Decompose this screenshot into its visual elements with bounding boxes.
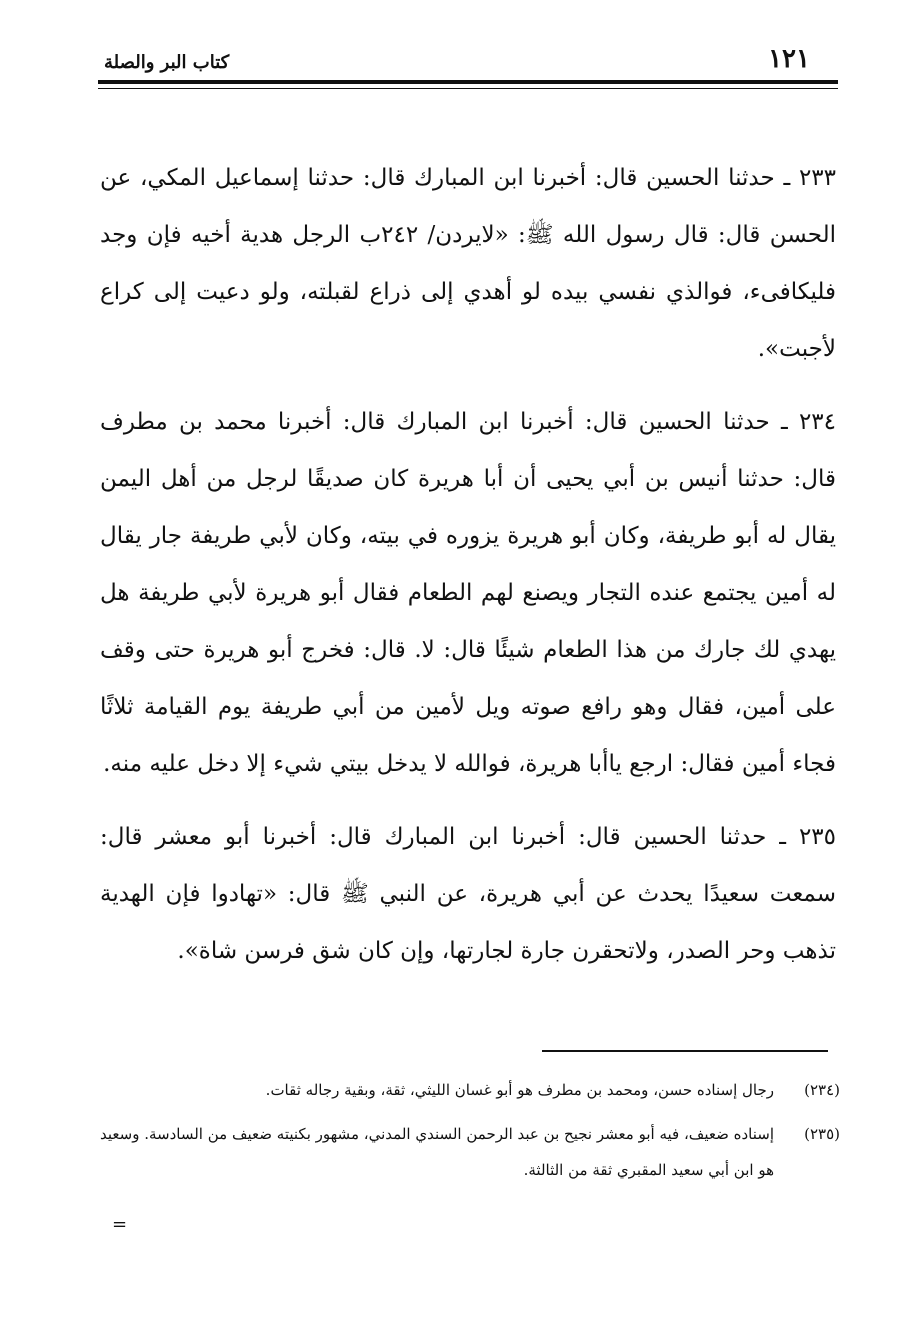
page-number: ١٢١ <box>768 44 810 74</box>
page-header <box>98 40 838 80</box>
footnotes <box>100 1072 840 1196</box>
footnote-number: (٢٣٤) <box>804 1081 840 1099</box>
hadith-234: ٢٣٤ ـ حدثنا الحسين قال: أخبرنا ابن المبارك قال: أخبرنا محمد بن مطرف قال: حدثنا أنيس بن أبي يحيى أن أبا هريرة كان صديقًا لرجل من أهل اليمن يقال له أبو طريفة، وكان أبو هريرة يزوره في بيته، وكان لأبي طريفة جار يقال له أمين يجتمع عنده التجار ويصنع لهم الطعام فقال أبو هريرة لأبي طريفة هل يهدي لك جارك من هذا الطعام شيئًا قال: لا. قال: فخرج أبو هريرة حتى وقف على أمين، فقال وهو رافع صوته ويل لأمين من أبي طريفة يوم القيامة ثلاثًا فجاء أمين فقال: ارجع ياأبا هريرة، فوالله لا يدخل بيتي شيء إلا دخل عليه منه. <box>100 409 836 777</box>
footnote-separator <box>542 1050 828 1052</box>
hadith-233: ٢٣٣ ـ حدثنا الحسين قال: أخبرنا ابن المبارك قال: حدثنا إسماعيل المكي، عن الحسن قال: قال رسول الله ﷺ: «لايردن/ ٢٤٢ب الرجل هدية أخيه فإن وجد فليكافىء، فوالذي نفسي بيده لو أهدي إلى ذراع لقبلته، ولو دعيت إلى كراع لأجبت». <box>100 165 836 362</box>
footnote-text: رجال إسناده حسن، ومحمد بن مطرف هو أبو غسان الليثي، ثقة، وبقية رجاله ثقات. <box>265 1081 774 1099</box>
hadith-235: ٢٣٥ ـ حدثنا الحسين قال: أخبرنا ابن المبارك قال: أخبرنا أبو معشر قال: سمعت سعيدًا يحدث عن أبي هريرة، عن النبي ﷺ قال: «تهادوا فإن الهدية تذهب وحر الصدر، ولاتحقرن جارة لجارتها، وإن كان شق فرسن شاة». <box>100 824 836 964</box>
footnote-235 <box>100 1116 840 1188</box>
header-rule-thick <box>98 80 838 84</box>
book-title: كتاب البر والصلة <box>104 52 230 73</box>
continuation-mark: = <box>112 1214 128 1235</box>
footnote-234 <box>100 1072 840 1108</box>
footnote-text: إسناده ضعيف، فيه أبو معشر نجيح بن عبد الرحمن السندي المدني، مشهور بكنيته ضعيف من السادسة. وسعيد هو ابن أبي سعيد المقبري ثقة من الثالثة. <box>100 1125 774 1179</box>
main-text <box>100 150 836 996</box>
header-rule-thin <box>98 88 838 89</box>
footnote-number: (٢٣٥) <box>804 1125 840 1143</box>
